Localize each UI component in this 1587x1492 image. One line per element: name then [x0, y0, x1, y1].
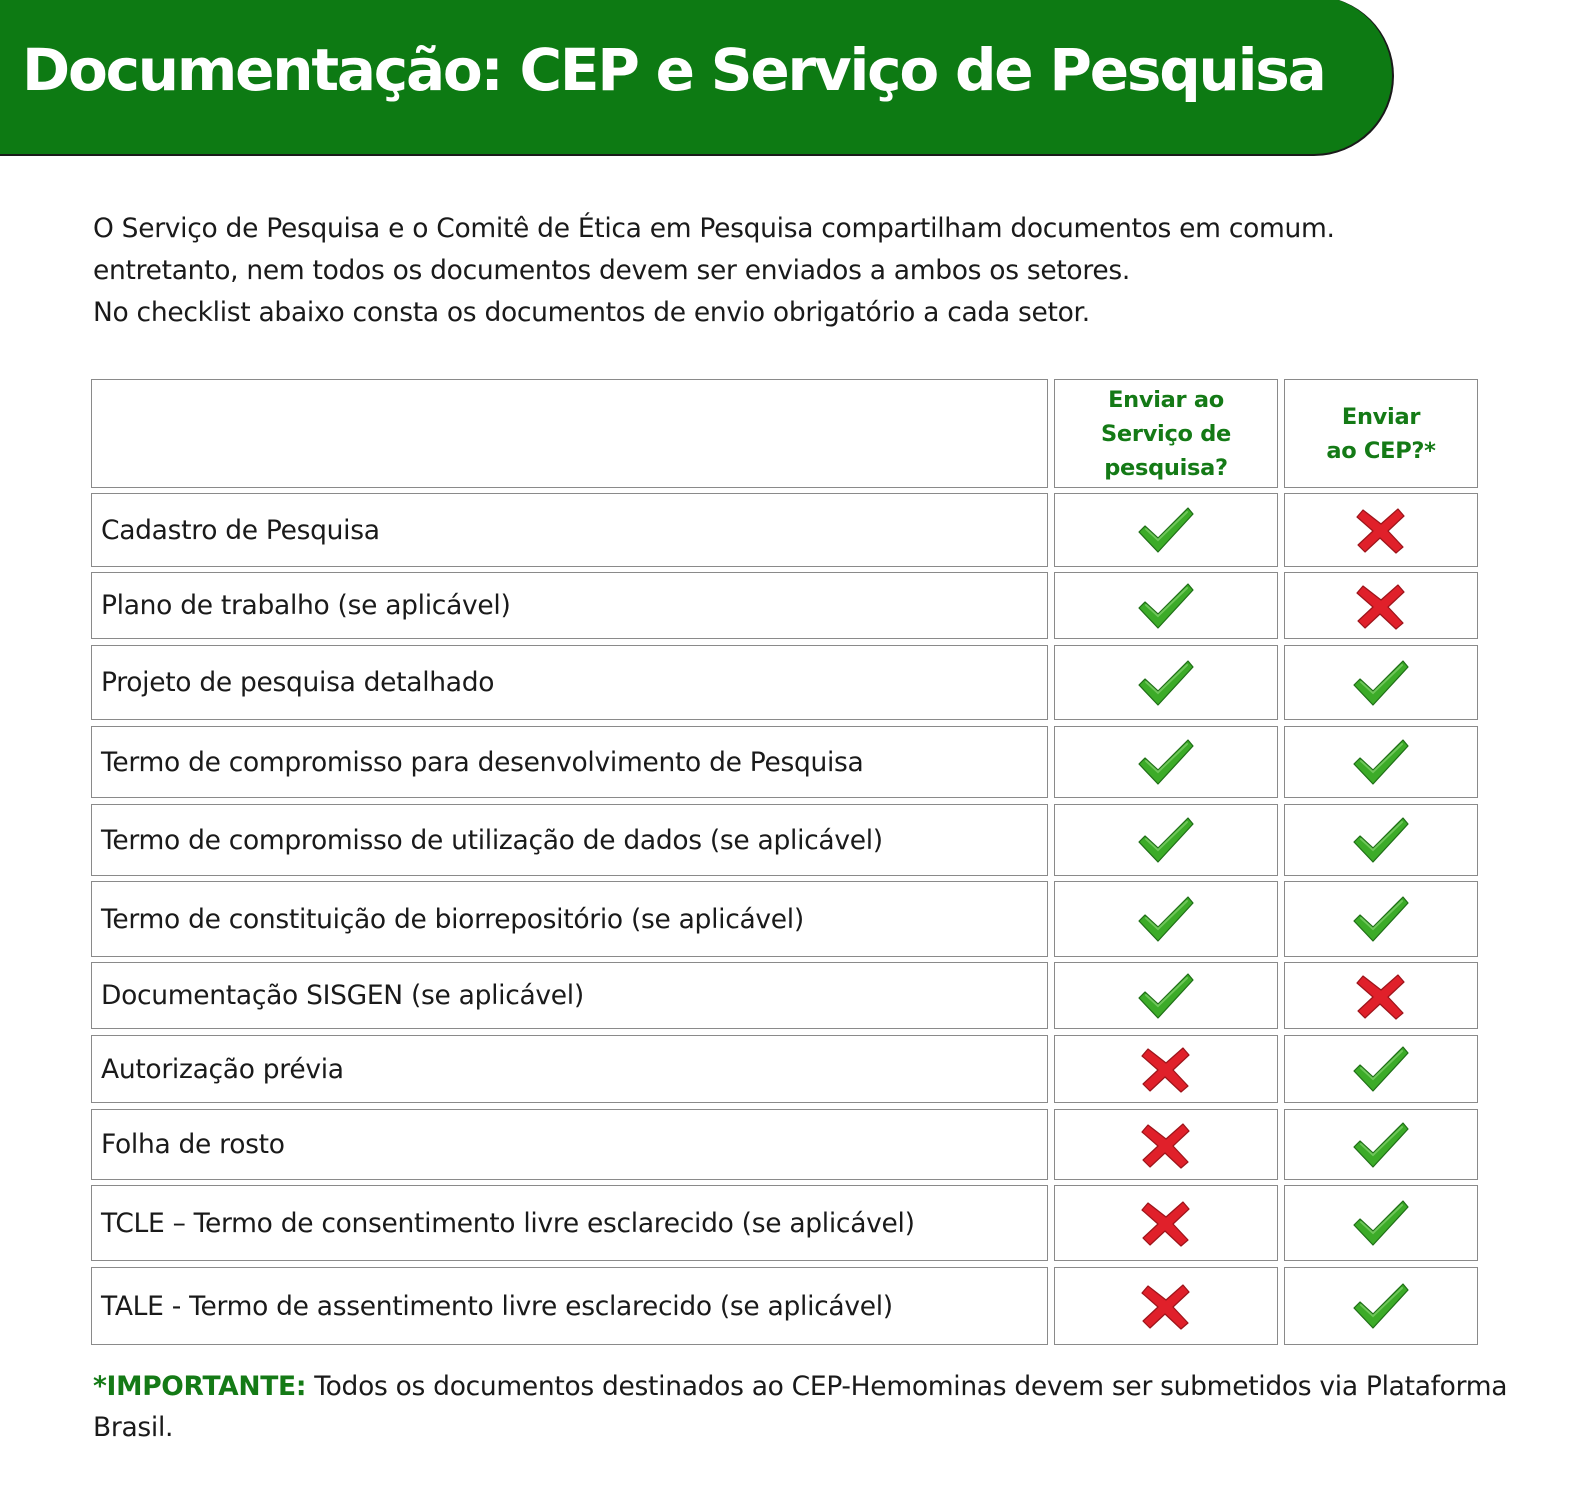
row-cep-cell [1284, 493, 1478, 567]
row-servico-cell [1054, 1109, 1278, 1180]
row-label [91, 881, 1048, 957]
row-cep-cell [1284, 881, 1478, 957]
footnote [93, 1366, 1513, 1448]
check-icon [1136, 737, 1196, 787]
row-cep-cell [1284, 804, 1478, 876]
check-icon [1351, 815, 1411, 865]
row-label-text: Folha de rosto [101, 1129, 285, 1160]
row-label [91, 1267, 1048, 1345]
row-label-text: TCLE – Termo de consentimento livre esclarecido (se aplicável) [101, 1207, 915, 1239]
row-cep-cell [1284, 1185, 1478, 1261]
row-servico-cell [1054, 572, 1278, 639]
cross-icon [1140, 1199, 1192, 1247]
check-icon [1136, 815, 1196, 865]
intro-text [93, 208, 1513, 334]
row-label-text: Termo de compromisso de utilização de dados (se aplicável) [101, 824, 883, 856]
row-servico-cell [1054, 645, 1278, 720]
check-icon [1351, 737, 1411, 787]
row-label-text: Cadastro de Pesquisa [101, 514, 380, 546]
cross-icon [1140, 1045, 1192, 1093]
row-servico-cell [1054, 1267, 1278, 1345]
row-label [91, 962, 1048, 1029]
row-label [91, 1035, 1048, 1103]
row-label-text: Documentação SISGEN (se aplicável) [101, 980, 584, 1011]
check-icon [1136, 894, 1196, 944]
row-cep-cell [1284, 962, 1478, 1029]
check-icon [1351, 894, 1411, 944]
row-servico-cell [1054, 726, 1278, 798]
footnote-important-label: *IMPORTANTE: [93, 1371, 307, 1402]
check-icon [1351, 1198, 1411, 1248]
row-label [91, 726, 1048, 798]
row-label [91, 645, 1048, 720]
row-label [91, 572, 1048, 639]
check-icon [1351, 1281, 1411, 1331]
row-servico-cell [1054, 962, 1278, 1029]
row-label-text: Termo de constituição de biorrepositório (se aplicável) [101, 903, 804, 935]
row-servico-cell [1054, 804, 1278, 876]
row-cep-cell [1284, 645, 1478, 720]
row-label [91, 493, 1048, 567]
row-cep-cell [1284, 1267, 1478, 1345]
row-servico-cell [1054, 881, 1278, 957]
row-servico-cell [1054, 1185, 1278, 1261]
check-icon [1136, 971, 1196, 1021]
check-icon [1351, 658, 1411, 708]
page-title: Documentação: CEP e Serviço de Pesquisa [22, 36, 1325, 104]
check-icon [1136, 581, 1196, 631]
check-icon [1136, 505, 1196, 555]
header-blank-cell [91, 379, 1048, 488]
row-label [91, 1109, 1048, 1180]
row-label-text: TALE - Termo de assentimento livre esclarecido (se aplicável) [101, 1290, 893, 1322]
row-label-text: Autorização prévia [101, 1053, 344, 1085]
check-icon [1351, 1044, 1411, 1094]
header-servico: Enviar ao Serviço de pesquisa? [1054, 379, 1278, 488]
intro-line-3: No checklist abaixo consta os documentos de envio obrigatório a cada setor. [93, 297, 1090, 328]
row-label-text: Termo de compromisso para desenvolvimento de Pesquisa [101, 746, 864, 778]
intro-line-2: entretanto, nem todos os documentos devem ser enviados a ambos os setores. [93, 255, 1130, 286]
cross-icon [1355, 506, 1407, 554]
row-cep-cell [1284, 1109, 1478, 1180]
row-servico-cell [1054, 493, 1278, 567]
cross-icon [1140, 1282, 1192, 1330]
intro-line-1: O Serviço de Pesquisa e o Comitê de Ética em Pesquisa compartilham documentos em comum. [93, 213, 1335, 244]
footnote-text: Todos os documentos destinados ao CEP-Hemominas devem ser submetidos via Plataforma Brasil. [93, 1371, 1508, 1443]
cross-icon [1355, 582, 1407, 630]
row-cep-cell [1284, 1035, 1478, 1103]
row-label [91, 804, 1048, 876]
check-icon [1136, 658, 1196, 708]
row-label [91, 1185, 1048, 1261]
cross-icon [1355, 972, 1407, 1020]
header-cep: Enviar ao CEP?* [1284, 379, 1478, 488]
row-servico-cell [1054, 1035, 1278, 1103]
cross-icon [1140, 1121, 1192, 1169]
row-cep-cell [1284, 726, 1478, 798]
check-icon [1351, 1120, 1411, 1170]
row-cep-cell [1284, 572, 1478, 639]
row-label-text: Projeto de pesquisa detalhado [101, 667, 495, 698]
row-label-text: Plano de trabalho (se aplicável) [101, 590, 511, 621]
